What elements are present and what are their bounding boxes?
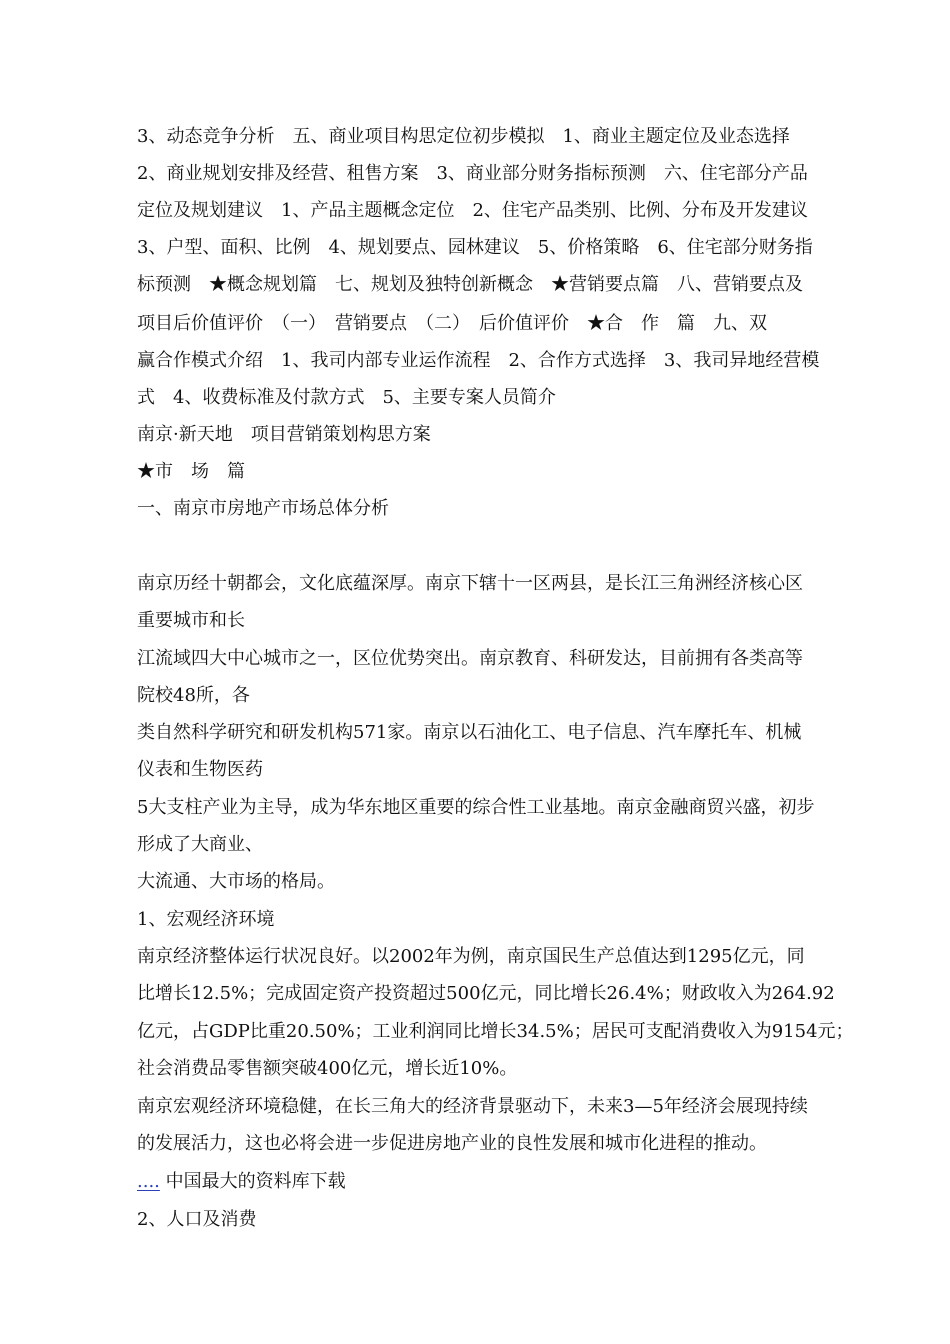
link-text[interactable]: 中国最大的资料库下载 <box>165 1171 346 1192</box>
link-dots[interactable]: .... <box>137 1171 160 1192</box>
toc-line: 3、户型、面积、比例 4、规划要点、园林建议 5、价格策略 6、住宅部分财务指 <box>137 237 813 258</box>
toc-line: 赢合作模式介绍 1、我司内部专业运作流程 2、合作方式选择 3、我司异地经营模 <box>137 350 820 371</box>
body-paragraph-line: 亿元，占GDP比重20.50%；工业利润同比增长34.5%；居民可支配消费收入为9154元； <box>137 1021 854 1042</box>
body-paragraph-line: 比增长12.5%；完成固定资产投资超过500亿元，同比增长26.4%；财政收入为264.92 <box>137 983 835 1004</box>
body-paragraph-line: 江流域四大中心城市之一，区位优势突出。南京教育、科研发达，目前拥有各类高等 <box>137 648 803 669</box>
section-heading-market: ★市 场 篇 <box>137 461 245 482</box>
body-paragraph-line: 南京经济整体运行状况良好。以2002年为例，南京国民生产总值达到1295亿元，同 <box>137 946 805 967</box>
body-paragraph-line: 南京宏观经济环境稳健，在长三角大的经济背景驱动下，未来3—5年经济会展现持续 <box>137 1096 808 1117</box>
document-title: 南京·新天地 项目营销策划构思方案 <box>137 424 431 445</box>
toc-line: 项目后价值评价 （一） 营销要点 （二） 后价值评价 ★合 作 篇 九、双 <box>137 313 767 334</box>
toc-line: 式 4、收费标准及付款方式 5、主要专案人员简介 <box>137 387 556 408</box>
heading-market-analysis: 一、南京市房地产市场总体分析 <box>137 498 389 519</box>
toc-line: 标预测 ★概念规划篇 七、规划及独特创新概念 ★营销要点篇 八、营销要点及 <box>137 274 803 295</box>
download-link[interactable] <box>137 1171 346 1193</box>
body-paragraph-line: 院校48所，各 <box>137 685 250 706</box>
body-paragraph-line: 的发展活力，这也必将会进一步促进房地产业的良性发展和城市化进程的推动。 <box>137 1133 767 1154</box>
body-paragraph-line: 社会消费品零售额突破400亿元，增长近10%。 <box>137 1058 518 1079</box>
body-paragraph-line: 南京历经十朝都会，文化底蕴深厚。南京下辖十一区两县，是长江三角洲经济核心区 <box>137 573 803 594</box>
body-paragraph-line: 重要城市和长 <box>137 610 245 631</box>
body-paragraph-line: 类自然科学研究和研发机构571家。南京以石油化工、电子信息、汽车摩托车、机械 <box>137 722 802 743</box>
toc-line: 2、商业规划安排及经营、租售方案 3、商业部分财务指标预测 六、住宅部分产品 <box>137 163 808 184</box>
body-paragraph-line: 大流通、大市场的格局。 <box>137 871 335 892</box>
toc-line: 3、动态竞争分析 五、商业项目构思定位初步模拟 1、商业主题定位及业态选择 <box>137 126 790 147</box>
body-paragraph-line: 5大支柱产业为主导，成为华东地区重要的综合性工业基地。南京金融商贸兴盛，初步 <box>137 797 815 818</box>
toc-line: 定位及规划建议 1、产品主题概念定位 2、住宅产品类别、比例、分布及开发建议 <box>137 200 808 221</box>
sub-heading-macro-economy: 1、宏观经济环境 <box>137 909 275 930</box>
body-paragraph-line: 仪表和生物医药 <box>137 759 263 780</box>
sub-heading-population: 2、人口及消费 <box>137 1209 257 1230</box>
body-paragraph-line: 形成了大商业、 <box>137 834 263 855</box>
